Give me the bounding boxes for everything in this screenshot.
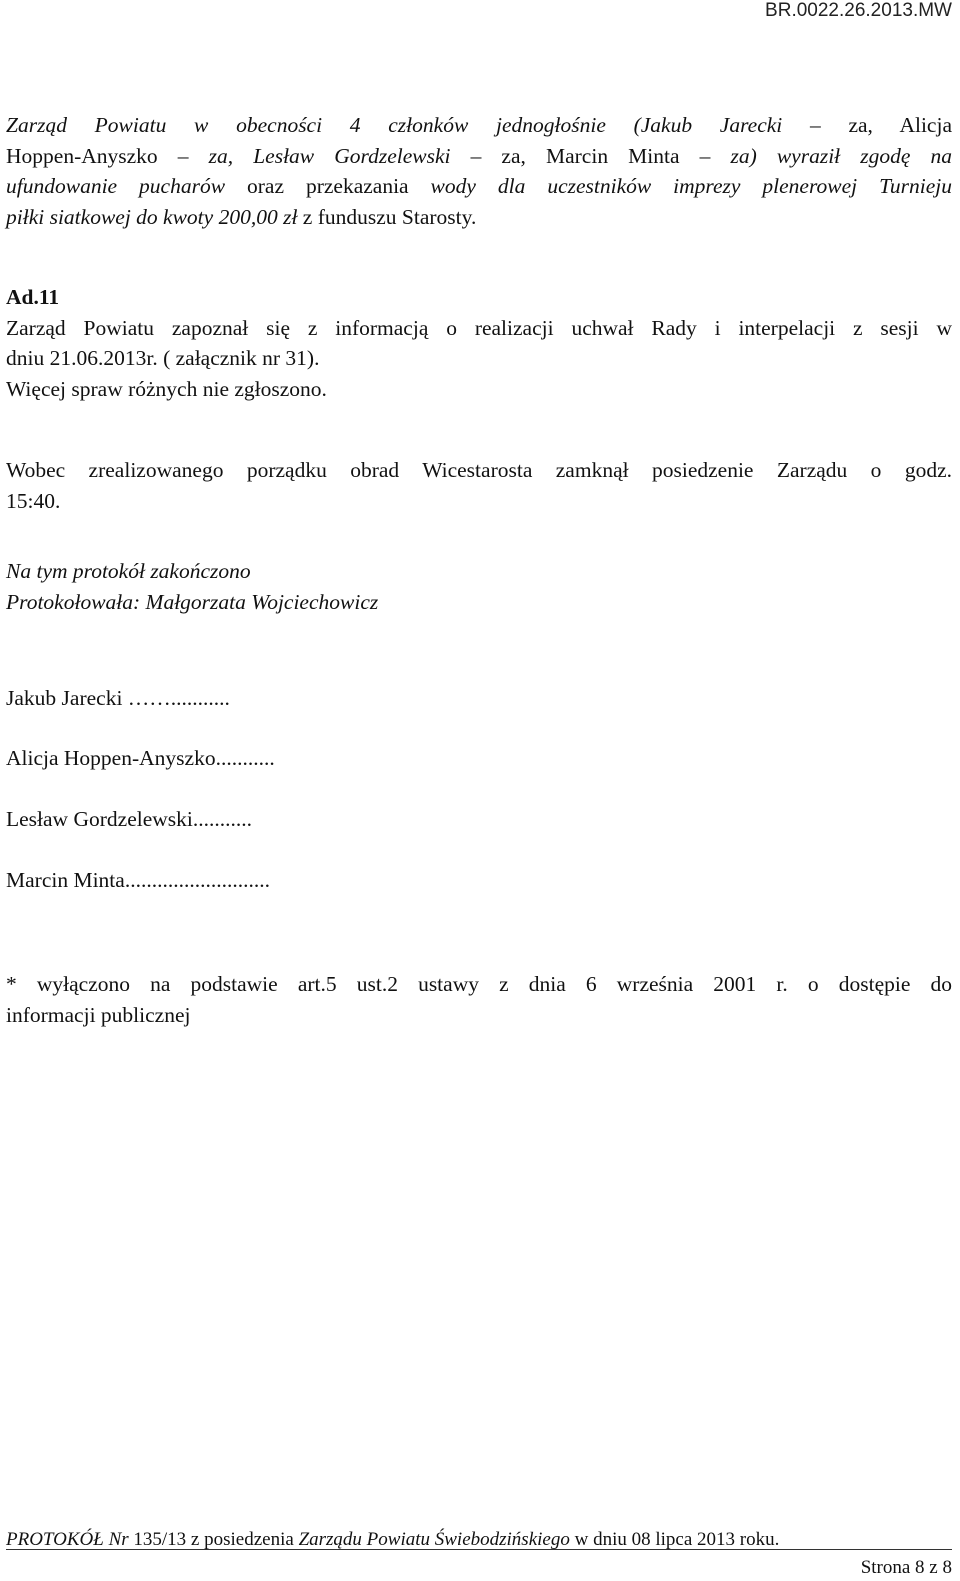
signature-line: Marcin Minta........................... <box>6 868 270 892</box>
footer-board-name: Zarządu Powiatu Świebodzińskiego <box>298 1529 570 1550</box>
signature-line: Alicja Hoppen-Anyszko........... <box>6 746 275 770</box>
resolution-line-2: Hoppen-Anyszko – za, Lesław Gordzelewski – za, Marcin Minta – za) wyraził zgodę na <box>6 143 953 168</box>
protocol-note <box>6 556 952 617</box>
resolution-line-4: piłki siatkowej do kwoty 200,00 zł z funduszu Starosty. <box>6 204 477 229</box>
item-11-line-2: dniu 21.06.2013r. ( załącznik nr 31). <box>6 346 320 370</box>
footer-protocol-number: 135/13 z posiedzenia <box>133 1529 299 1550</box>
footer-divider <box>6 1549 952 1550</box>
footnote-line-2: informacji publicznej <box>6 1002 191 1027</box>
page-number: Strona 8 z 8 <box>860 1557 952 1578</box>
resolution-line-3: ufundowanie pucharów oraz przekazania wody dla uczestników imprezy plenerowej Turnieju <box>6 174 952 198</box>
signature-line: Jakub Jarecki ……........... <box>6 686 230 710</box>
item-11-section <box>6 282 952 404</box>
closing-paragraph <box>6 455 952 516</box>
closing-line-1: Wobec zrealizowanego porządku obrad Wicestarosta zamknął posiedzenie Zarządu o godz. <box>6 458 952 482</box>
item-11-line-1: Zarząd Powiatu zapoznał się z informacją o realizacji uchwał Rady i interpelacji z sesji w <box>6 315 952 340</box>
closing-line-2: 15:40. <box>6 488 61 513</box>
resolution-paragraph <box>6 110 952 232</box>
document-code: BR.0022.26.2013.MW <box>765 0 952 21</box>
footnote-line-1: * wyłączono na podstawie art.5 ust.2 ustawy z dnia 6 września 2001 r. o dostępie do <box>6 972 952 996</box>
footer-protocol-prefix: PROTOKÓŁ Nr <box>6 1529 134 1550</box>
footnote <box>6 969 952 1030</box>
signature-line: Lesław Gordzelewski........... <box>6 807 252 831</box>
signature-list <box>6 683 952 925</box>
resolution-line-1: Zarząd Powiatu w obecności 4 członków jednogłośnie (Jakub Jarecki – za, Alicja <box>6 113 952 137</box>
footer-date: w dniu 08 lipca 2013 roku. <box>569 1529 780 1550</box>
item-11-line-3: Więcej spraw różnych nie zgłoszono. <box>6 376 327 401</box>
item-11-heading: Ad.11 <box>6 285 60 309</box>
protocol-closed-text: Na tym protokół zakończono <box>6 559 251 583</box>
page-footer <box>6 1530 779 1550</box>
protocol-author: Protokołowała: Małgorzata Wojciechowicz <box>6 589 379 614</box>
